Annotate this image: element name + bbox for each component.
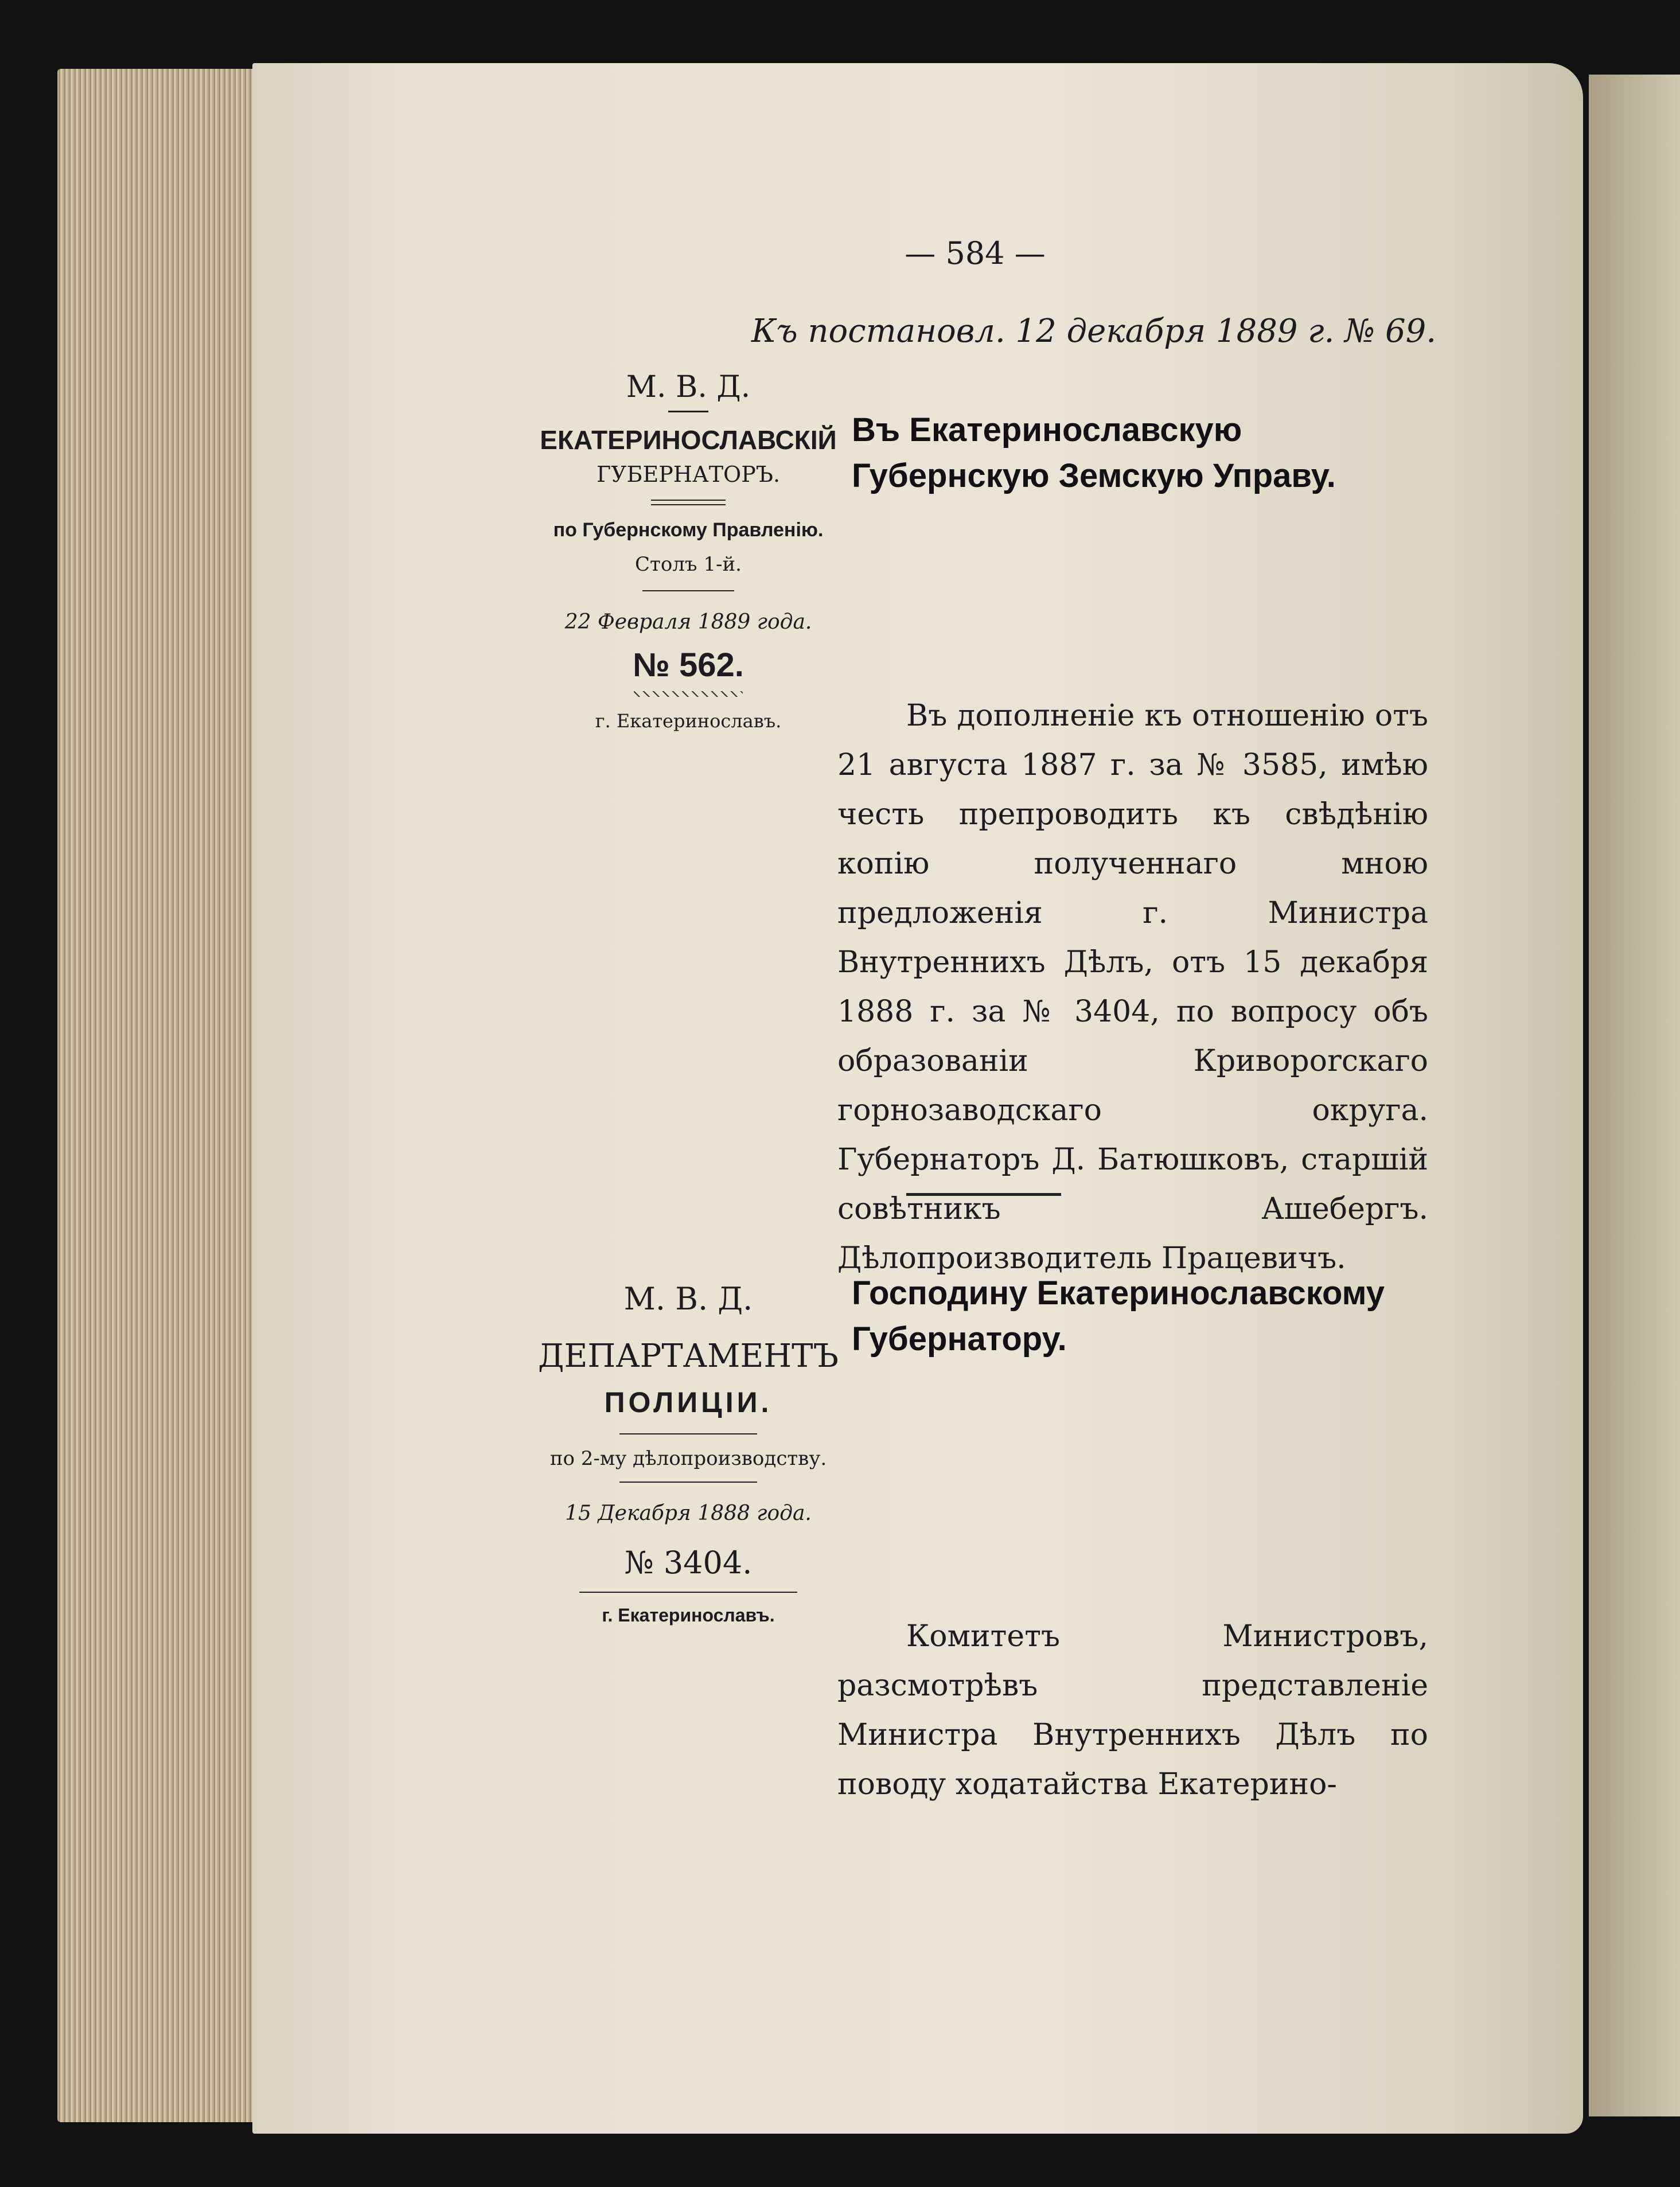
doc1-governor-title: ЕКАТЕРИНОСЛАВСКІЙ [540, 425, 837, 455]
doc1-city: г. Екатеринославъ. [595, 710, 782, 732]
doc2-number: № 3404. [624, 1545, 753, 1581]
doc2-date: 15 Декабря 1888 года. [565, 1502, 812, 1525]
doc1-number: № 562. [633, 646, 744, 684]
page-number: — 584 — [905, 235, 1046, 271]
doc2-department: ДЕПАРТАМЕНТЪ [538, 1338, 839, 1375]
doc2-city: г. Екатеринославъ. [602, 1605, 775, 1625]
divider [619, 1482, 757, 1483]
section-separator [906, 1193, 1061, 1196]
doc2-police: ПОЛИЦІИ. [604, 1386, 773, 1418]
page-edges [57, 69, 275, 2122]
doc2-dept: М. В. Д. [623, 1281, 753, 1317]
doc1-paragraph: Въ дополненіе къ отношенію отъ 21 августа 1887 г. за № 3585, имѣю честь препроводить къ свѣдѣнію копію полученнаго мною предложенія г. Министра Внутреннихъ Дѣлъ, отъ 15 декабря 1888 г. за № 3404, по вопросу объ образованіи Кривороrскаго горнозаводскаго округа. Губернаторъ Д. Батюшковъ, старшій совѣтникъ Ашебергъ. Дѣлопроизводитель Працевичъ. [837, 699, 1428, 1276]
doc2-paragraph: Комитетъ Министровъ, разсмотрѣвъ представленіе Министра Внутреннихъ Дѣлъ по поводу ходатайства Екатерино- [837, 1619, 1428, 1802]
doc2-text [837, 1612, 1428, 1809]
doc2-addressee: Господину Екатеринославскому Губернатору. [852, 1274, 1385, 1358]
divider [668, 411, 708, 412]
divider [619, 1433, 757, 1434]
doc1-desk: Столъ 1-й. [635, 553, 742, 576]
divider [651, 500, 726, 505]
doc1-date: 22 Февраля 1889 года. [564, 610, 812, 634]
facing-page [1589, 75, 1680, 2116]
doc2-office: по 2-му дѣлопроизводству. [549, 1447, 827, 1470]
wavy-divider [634, 691, 743, 697]
doc1-governor-sub: ГУБЕРНАТОРЪ. [596, 462, 781, 487]
doc2-header [533, 1276, 843, 1635]
reference-line: Къ постановл. 12 декабря 1889 г. № 69. [751, 313, 1437, 350]
divider [579, 1592, 797, 1593]
doc1-header [533, 367, 843, 738]
divider [642, 590, 734, 591]
doc1-addressee: Въ Екатеринославскую Губернскую Земскую Управу. [852, 411, 1336, 494]
doc1-board: по Губернскому Правленію. [553, 519, 824, 541]
doc1-dept: М. В. Д. [626, 370, 751, 404]
